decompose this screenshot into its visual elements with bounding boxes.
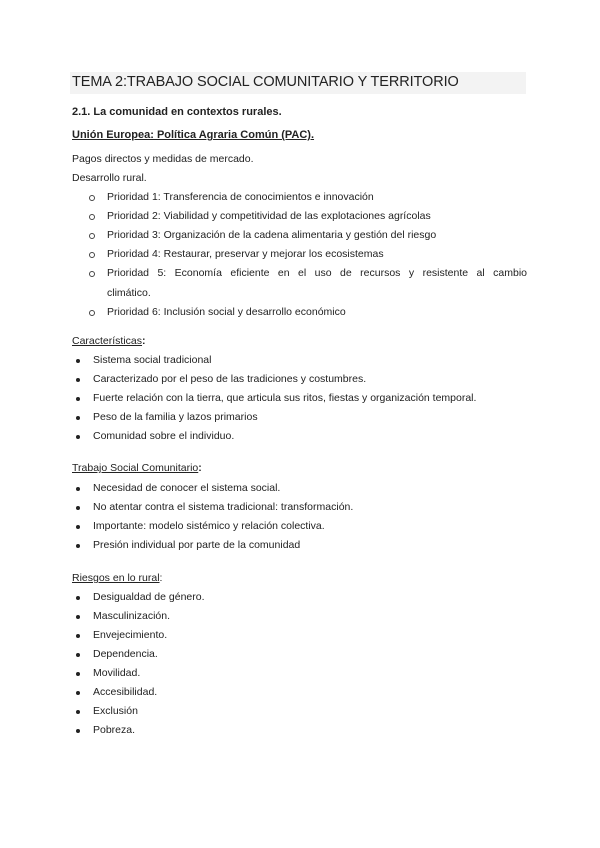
list-item: Envejecimiento.	[93, 629, 168, 641]
list-item: Caracterizado por el peso de las tradiciones y costumbres.	[93, 373, 367, 385]
priority-item: Prioridad 1: Transferencia de conocimientos e innovación	[107, 191, 374, 203]
list-item: Fuerte relación con la tierra, que articula sus ritos, fiestas y organización temporal.	[93, 392, 477, 404]
circle-bullet-icon	[89, 233, 95, 239]
riesgos-heading-text: Riesgos en lo rural	[72, 572, 160, 584]
heading-colon: :	[198, 462, 202, 474]
bullet-icon	[76, 525, 80, 529]
bullet-icon	[76, 615, 80, 619]
list-item: Pobreza.	[93, 724, 136, 736]
bullet-icon	[76, 397, 80, 401]
intro-line: Pagos directos y medidas de mercado.	[72, 153, 254, 165]
trabajo-social-heading-text: Trabajo Social Comunitario	[72, 462, 199, 474]
riesgos-heading	[72, 572, 162, 584]
bullet-icon	[76, 378, 80, 382]
intro-line: Desarrollo rural.	[72, 172, 147, 184]
list-item: Movilidad.	[93, 667, 141, 679]
list-item: Necesidad de conocer el sistema social.	[93, 482, 281, 494]
bullet-icon	[76, 435, 80, 439]
heading-colon: :	[142, 335, 146, 347]
bullet-icon	[76, 653, 80, 657]
bullet-icon	[76, 506, 80, 510]
bullet-icon	[76, 691, 80, 695]
bullet-icon	[76, 596, 80, 600]
list-item: Sistema social tradicional	[93, 354, 212, 366]
bullet-icon	[76, 487, 80, 491]
circle-bullet-icon	[89, 310, 95, 316]
list-item: No atentar contra el sistema tradicional: transformación.	[93, 501, 354, 513]
list-item: Peso de la familia y lazos primarios	[93, 411, 258, 423]
page-title: TEMA 2:TRABAJO SOCIAL COMUNITARIO Y TERRITORIO	[72, 74, 459, 90]
priority-item: Prioridad 5: Economía eficiente en el uso de recursos y resistente al cambio	[107, 267, 527, 279]
list-item: Desigualdad de género.	[93, 591, 205, 603]
list-item: Accesibilidad.	[93, 686, 158, 698]
priority-item: Prioridad 2: Viabilidad y competitividad de las explotaciones agrícolas	[107, 210, 431, 222]
trabajo-social-heading	[72, 462, 202, 474]
bullet-icon	[76, 729, 80, 733]
list-item: Presión individual por parte de la comunidad	[93, 539, 301, 551]
caracteristicas-heading	[72, 335, 146, 347]
section-heading: 2.1. La comunidad en contextos rurales.	[72, 106, 282, 118]
caracteristicas-heading-text: Características	[72, 335, 143, 347]
bullet-icon	[76, 416, 80, 420]
bullet-icon	[76, 634, 80, 638]
priority-item-continuation: climático.	[107, 287, 151, 299]
list-item: Exclusión	[93, 705, 138, 717]
bullet-icon	[76, 710, 80, 714]
bullet-icon	[76, 672, 80, 676]
heading-colon: :	[159, 572, 163, 584]
bullet-icon	[76, 544, 80, 548]
ue-heading: Unión Europea: Política Agraria Común (PAC).	[72, 129, 315, 141]
circle-bullet-icon	[89, 271, 95, 277]
circle-bullet-icon	[89, 214, 95, 220]
circle-bullet-icon	[89, 195, 95, 201]
priority-item: Prioridad 6: Inclusión social y desarrollo económico	[107, 306, 346, 318]
list-item: Dependencia.	[93, 648, 158, 660]
priority-item: Prioridad 3: Organización de la cadena alimentaria y gestión del riesgo	[107, 229, 437, 241]
list-item: Comunidad sobre el individuo.	[93, 430, 235, 442]
circle-bullet-icon	[89, 252, 95, 258]
bullet-icon	[76, 359, 80, 363]
list-item: Masculinización.	[93, 610, 171, 622]
list-item: Importante: modelo sistémico y relación colectiva.	[93, 520, 325, 532]
priority-item: Prioridad 4: Restaurar, preservar y mejorar los ecosistemas	[107, 248, 384, 260]
